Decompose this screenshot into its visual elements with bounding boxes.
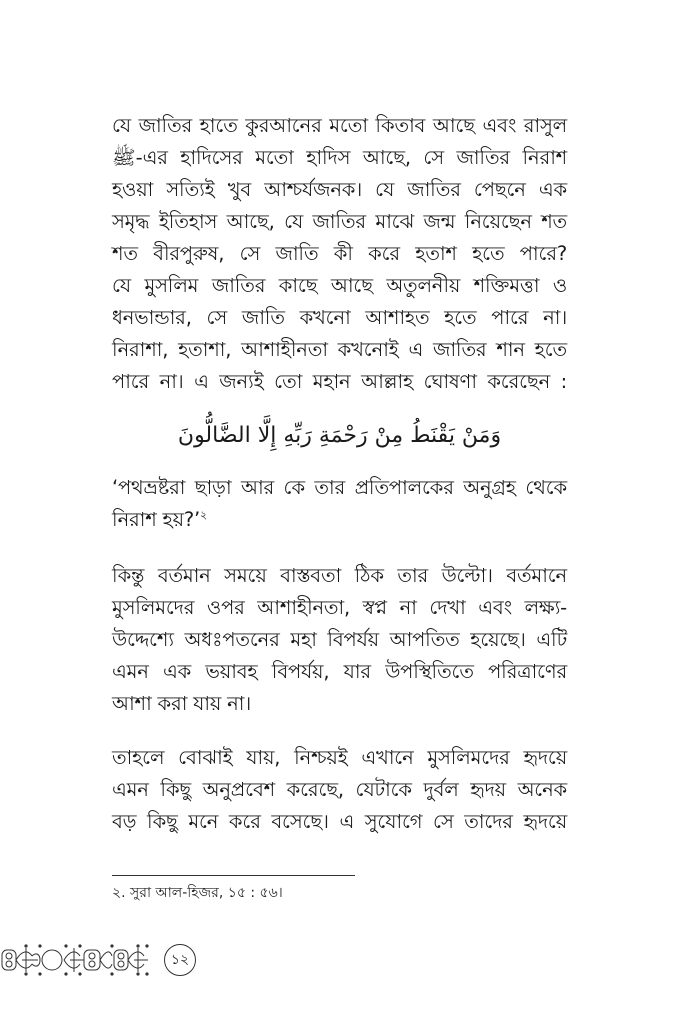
- text-line: ‘পথভ্রষ্টরা ছাড়া আর কে তার প্রতিপালকের অনুগ্রহ থেকে: [112, 476, 567, 499]
- text-line: ধনভান্ডার, সে জাতি কখনো আশাহত হতে পারে না।: [112, 306, 567, 329]
- page-number: ১২: [164, 944, 196, 976]
- text-line: তাহলে বোঝাই যায়, নিশ্চয়ই এখানে মুসলিমদের হৃদয়ে: [112, 746, 567, 769]
- text-line: মুসলিমদের ওপর আশাহীনতা, স্বপ্ন না দেখা এবং লক্ষ্য-: [112, 596, 567, 619]
- paragraph-2: [112, 560, 567, 720]
- text-line: যে জাতির হাতে কুরআনের মতো কিতাব আছে এবং রাসুল: [112, 114, 567, 137]
- arabic-verse: وَمَنْ يَقْنَطُ مِنْ رَحْمَةِ رَبِّهِ إِلَّا الضَّالُّونَ: [177, 423, 502, 448]
- text-line: আশা করা যায় না।: [112, 692, 252, 715]
- text-line: এমন কিছু অনুপ্রবেশ করেছে, যেটাকে দুর্বল হৃদয় অনেক: [112, 778, 567, 801]
- quote-last-text: নিরাশ হয়?’: [112, 508, 201, 531]
- text-line: [112, 504, 567, 536]
- text-line: এমন এক ভয়াবহ বিপর্যয়, যার উপস্থিতিতে পরিত্রাণের: [112, 660, 567, 683]
- footnote-marker[interactable]: ২: [200, 508, 207, 522]
- footnote: ২. সুরা আল-হিজর, ১৫ : ৫৬।: [112, 885, 283, 901]
- footnote-divider: [112, 875, 355, 876]
- floral-ornament-icon: [0, 942, 150, 978]
- text-line: ﷺ-এর হাদিসের মতো হাদিস আছে, সে জাতির নিরাশ: [112, 146, 567, 169]
- paragraph-1: [112, 110, 567, 398]
- text-line: যে মুসলিম জাতির কাছে আছে অতুলনীয় শক্তিমত্তা ও: [112, 274, 567, 297]
- text-line: বড় কিছু মনে করে বসেছে। এ সুযোগে সে তাদের হৃদয়ে: [112, 810, 567, 833]
- text-line: নিরাশা, হতাশা, আশাহীনতা কখনোই এ জাতির শান হতে: [112, 338, 567, 361]
- text-line: হওয়া সত্যিই খুব আশ্চর্যজনক। যে জাতির পেছনে এক: [112, 178, 567, 201]
- text-line: সমৃদ্ধ ইতিহাস আছে, যে জাতির মাঝে জন্ম নিয়েছেন শত: [112, 210, 567, 233]
- text-line: শত বীরপুরুষ, সে জাতি কী করে হতাশ হতে পারে?: [112, 242, 567, 265]
- text-line: পারে না। এ জন্যই তো মহান আল্লাহ ঘোষণা করেছেন :: [112, 370, 567, 393]
- text-line: কিন্তু বর্তমান সময়ে বাস্তবতা ঠিক তার উল্টো। বর্তমানে: [112, 564, 567, 587]
- text-line: উদ্দেশ্যে অধঃপতনের মহা বিপর্যয় আপতিত হয়েছে। এটি: [112, 628, 567, 651]
- quote-translation: [112, 472, 567, 536]
- paragraph-3: [112, 742, 567, 838]
